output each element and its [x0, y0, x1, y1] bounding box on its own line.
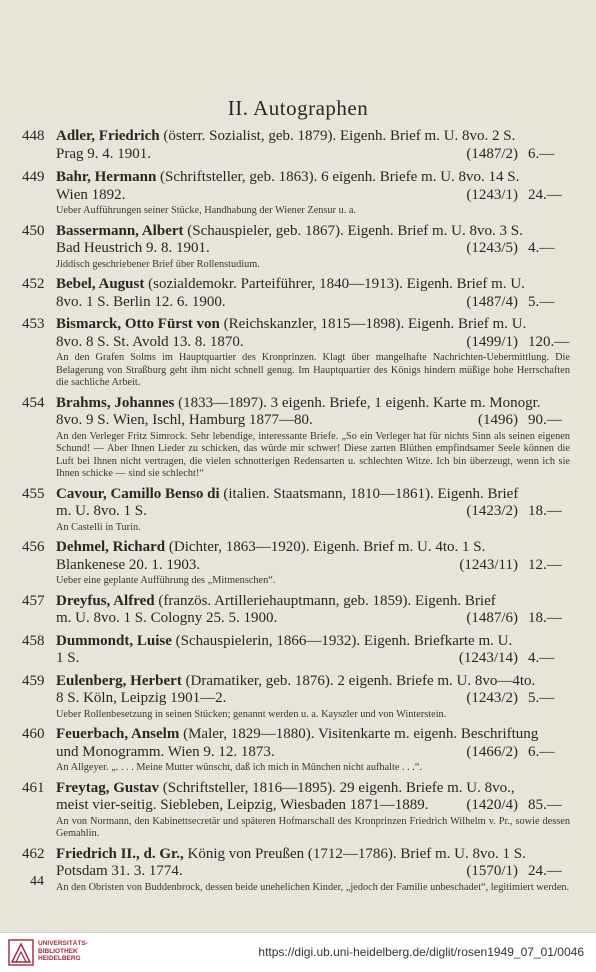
entry-ref: (1243/2): [466, 690, 518, 706]
entry-description: (Schauspielerin, 1866—1932). Eigenh. Briefkarte m. U.: [171, 632, 513, 649]
catalog-entry: [22, 316, 570, 390]
entry-name: Dummondt, Luise: [56, 632, 172, 649]
entry-name: Cavour, Camillo Benso di: [56, 485, 220, 502]
entry-details: Potsdam 31. 3. 1774.: [56, 863, 183, 879]
entry-description: (Dichter, 1863—1920). Eigenh. Brief m. U. 4to. 1 S.: [165, 539, 486, 555]
university-library-logo-icon: [8, 939, 34, 966]
entry-number: 461: [22, 779, 45, 796]
entry-price: 6.—: [528, 743, 555, 760]
entry-number: 460: [22, 726, 45, 742]
entry-description: (sozialdemokr. Parteiführer, 1840—1913). Eigenh. Brief m. U.: [144, 276, 525, 292]
entry-note: Ueber eine geplante Aufführung des „Mitmenschen“.: [56, 575, 276, 586]
entry-price: 24.—: [528, 186, 562, 203]
entry-name: Bebel, August: [56, 276, 145, 292]
entry-details: 8 S. Köln, Leipzig 1901—2.: [56, 690, 227, 706]
entry-details: 8vo. 8 S. St. Avold 13. 8. 1870.: [56, 333, 244, 350]
entry-number: 452: [22, 276, 45, 292]
entry-description: König von Preußen (1712—1786). Brief m. U. 8vo. 1 S.: [183, 845, 526, 862]
entry-description: (Maler, 1829—1880). Visitenkarte m. eigenh. Beschriftung: [179, 726, 539, 742]
entry-details: Bad Heustrich 9. 8. 1901.: [56, 240, 210, 256]
entry-description: (Schriftsteller, 1816—1895). 29 eigenh. Briefe m. U. 8vo.,: [159, 779, 515, 796]
entry-note: An den Verleger Fritz Simrock. Sehr lebendige, interessante Briefe. „So ein Verleger hat für nichts Sinn als seinen eigenen Schund! — Aber Ihnen Lieder zu schicken, das würde mir schwer! Diese zarten Blüthen empfindsamer Seele können die Luft bei Ihnen nicht vertragen, die vielen schnotterigen Redensarten u. schlechten Witze. Ich bin überzeugt, wenn ich sie Ihnen schicke — sind sie schlecht!“: [56, 430, 570, 479]
entry-details: 8vo. 9 S. Wien, Ischl, Hamburg 1877—80.: [56, 412, 313, 428]
library-name: UNIVERSITÄTS- BIBLIOTHEK HEIDELBERG: [38, 940, 88, 962]
entry-note: An Castelli in Turin.: [56, 521, 141, 533]
entry-name: Dehmel, Richard: [56, 539, 166, 555]
catalog-entry: [22, 276, 570, 311]
entry-price: 6.—: [528, 145, 555, 162]
catalog-entry: [22, 486, 570, 535]
entry-name: Freytag, Gustav: [56, 779, 160, 796]
entry-note: An Allgeyer. „. . . . Meine Mutter wünscht, daß ich mich in München nicht aufhalte . . .“.: [56, 762, 423, 773]
entry-details: Prag 9. 4. 1901.: [56, 145, 151, 162]
entry-name: Bismarck, Otto Fürst von: [56, 316, 220, 332]
viewer-footer: [0, 932, 596, 972]
entry-note: Ueber Aufführungen seiner Stücke, Handhabung der Wiener Zensur u. a.: [56, 205, 357, 216]
entry-note: An den Grafen Solms im Hauptquartier des Kronprinzen. Klagt über mangelhafte Nachrichten-Uebermittlung. Die Belagerung von Straßburg geht ihm nicht schnell genug. Im Hauptquartier des Königs hindern müßige hohe Herrschaften die sachliche Arbeit.: [56, 352, 570, 388]
entry-description: (Dramatiker, geb. 1876). 2 eigenh. Briefe m. U. 8vo—4to.: [181, 672, 536, 689]
section-heading: II. Autographen: [227, 96, 369, 120]
entry-name: Feuerbach, Anselm: [56, 726, 180, 742]
entry-number: 455: [22, 485, 45, 502]
entry-ref: (1487/6): [466, 610, 518, 626]
entry-ref: (1420/4): [466, 797, 518, 813]
entry-name: Bassermann, Albert: [56, 222, 184, 239]
entry-price: 4.—: [528, 650, 555, 666]
entry-price: 12.—: [528, 556, 562, 573]
entry-number: 448: [22, 128, 45, 144]
entry-price: 90.—: [528, 412, 562, 428]
catalog-entry: [22, 593, 570, 628]
entry-details: und Monogramm. Wien 9. 12. 1873.: [56, 743, 275, 760]
catalog-entry: [22, 539, 570, 588]
catalog-entry: [22, 726, 570, 775]
catalog-entry: [22, 395, 570, 481]
entry-ref: (1499/1): [466, 333, 518, 350]
entry-ref: (1243/14): [458, 650, 518, 666]
entry-ref: (1496): [478, 412, 518, 428]
entry-note: An von Normann, den Kabinettsecretär und späteren Hofmarschall des Kronprinzen Friedrich Wilhelm v. Pr., sowie dessen Gemahlin.: [56, 815, 570, 839]
entry-number: 457: [22, 592, 45, 609]
entry-description: (Schauspieler, geb. 1867). Eigenh. Brief m. U. 8vo. 3 S.: [183, 222, 523, 239]
entry-details: m. U. 8vo. 1 S.: [56, 503, 147, 519]
entry-number: 450: [22, 222, 45, 239]
entry-ref: (1243/11): [459, 556, 518, 573]
entry-description: (Reichskanzler, 1815—1898). Eigenh. Brief m. U.: [219, 316, 527, 332]
entry-price: 4.—: [528, 240, 555, 256]
entry-description: (französ. Artilleriehauptmann, geb. 1859). Eigenh. Brief: [154, 592, 496, 609]
entry-price: 5.—: [528, 690, 555, 706]
entry-number: 458: [22, 632, 45, 649]
entry-ref: (1570/1): [466, 863, 518, 879]
entry-name: Friedrich II., d. Gr.,: [56, 845, 184, 862]
entry-ref: (1487/2): [466, 145, 518, 162]
entry-ref: (1423/2): [466, 503, 518, 519]
entry-name: Adler, Friedrich: [56, 128, 160, 144]
entry-ref: (1243/5): [466, 240, 518, 256]
entry-details: 8vo. 1 S. Berlin 12. 6. 1900.: [56, 293, 226, 310]
entry-details: 1 S.: [56, 650, 80, 666]
entry-name: Eulenberg, Herbert: [56, 672, 182, 689]
entry-name: Dreyfus, Alfred: [56, 592, 155, 609]
entry-details: Wien 1892.: [56, 186, 126, 203]
entry-price: 5.—: [528, 293, 555, 310]
entry-description: (Schriftsteller, geb. 1863). 6 eigenh. Briefe m. U. 8vo. 14 S.: [156, 169, 520, 185]
entry-description: (italien. Staatsmann, 1810—1861). Eigenh. Brief: [219, 485, 519, 502]
entry-price: 18.—: [528, 610, 562, 626]
entry-note: Jiddisch geschriebener Brief über Rollenstudium.: [56, 258, 260, 270]
entry-number: 459: [22, 672, 45, 689]
entry-number: 454: [22, 394, 45, 411]
entry-ref: (1243/1): [466, 186, 518, 203]
entry-price: 24.—: [528, 863, 562, 879]
entry-number: 462: [22, 845, 45, 862]
entry-note: An den Obristen von Buddenbrock, dessen beide unehelichen Kinder, „jedoch der Familie unbeschadet“, legitimiert werden.: [56, 881, 570, 893]
entry-details: meist vier-seitig. Siebleben, Leipzig, Wiesbaden 1871—1889.: [56, 797, 429, 813]
entry-description: (österr. Sozialist, geb. 1879). Eigenh. Brief m. U. 8vo. 2 S.: [159, 128, 516, 144]
entry-number: 449: [22, 169, 45, 185]
page-number: 44: [30, 874, 44, 889]
catalog-entry: [22, 780, 570, 841]
catalog-entry: [22, 633, 570, 668]
entry-name: Brahms, Johannes: [56, 394, 175, 411]
catalog-entry: [22, 128, 570, 163]
entry-list: [22, 128, 570, 899]
entry-name: Bahr, Hermann: [56, 169, 157, 185]
entry-note: Ueber Rollenbesetzung in seinen Stücken; genannt werden u. a. Kayszler und von Winterstein.: [56, 708, 447, 720]
entry-ref: (1487/4): [466, 293, 518, 310]
catalog-entry: [22, 169, 570, 218]
permalink-url[interactable]: https://digi.ub.uni-heidelberg.de/diglit/rosen1949_07_01/0046: [258, 945, 584, 959]
entry-details: Blankenese 20. 1. 1903.: [56, 556, 201, 573]
entry-price: 18.—: [528, 503, 562, 519]
catalog-entry: [22, 673, 570, 722]
entry-description: (1833—1897). 3 eigenh. Briefe, 1 eigenh. Karte m. Monogr.: [174, 394, 541, 411]
entry-number: 453: [22, 316, 45, 332]
entry-price: 120.—: [528, 333, 570, 350]
catalog-entry: [22, 223, 570, 272]
entry-number: 456: [22, 539, 45, 555]
entry-price: 85.—: [528, 797, 562, 813]
entry-ref: (1466/2): [466, 743, 518, 760]
catalog-entry: [22, 846, 570, 895]
entry-details: m. U. 8vo. 1 S. Cologny 25. 5. 1900.: [56, 610, 278, 626]
